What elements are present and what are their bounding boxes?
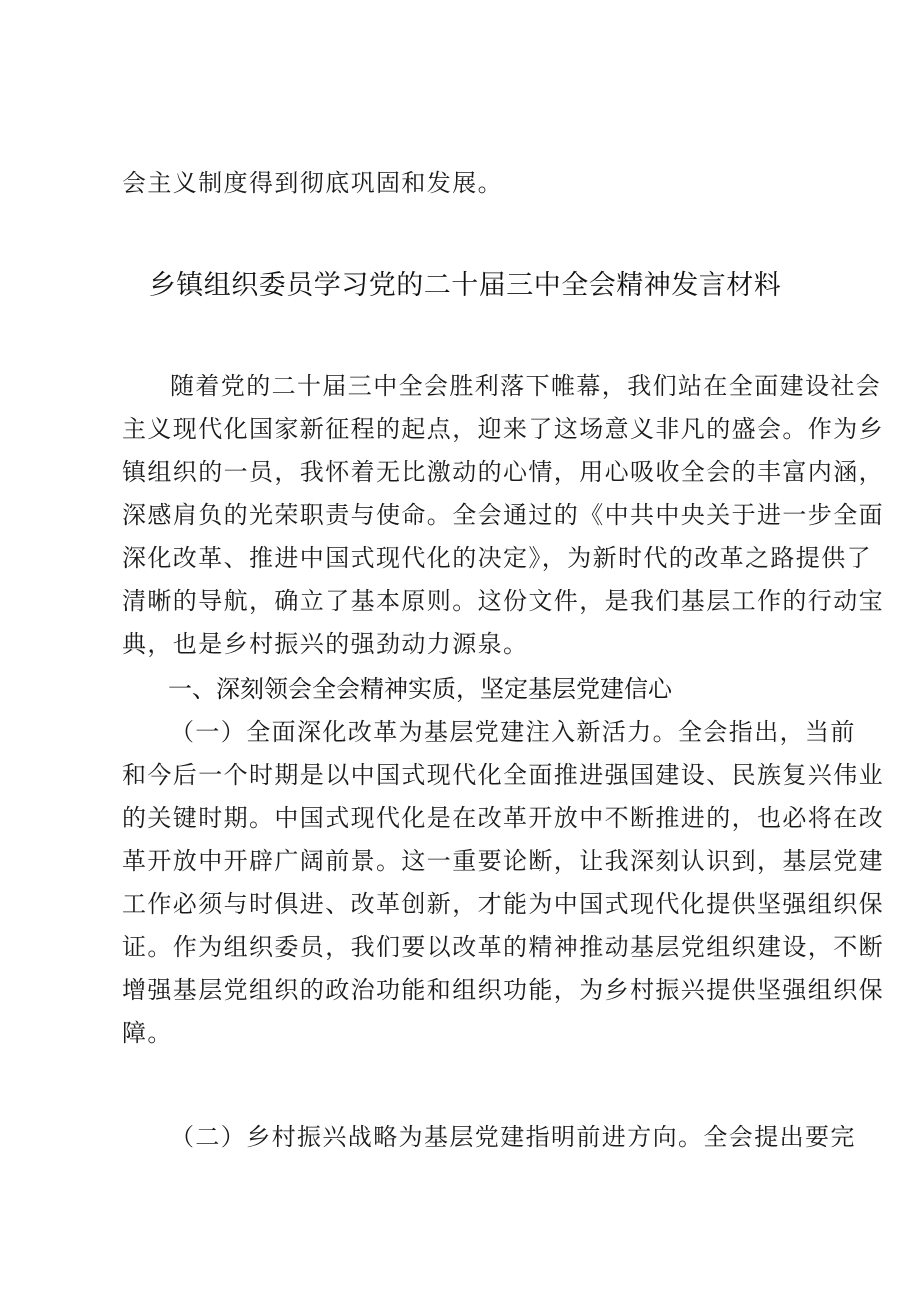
section-heading: 一、深刻领会全会精神实质，坚定基层党建信心 [168, 675, 672, 703]
paragraph-line: 工作必须与时俱进、改革创新，才能为中国式现代化提供坚强组织保 [122, 890, 884, 918]
paragraph-line: 清晰的导航，确立了基本原则。这份文件，是我们基层工作的行动宝 [122, 587, 884, 615]
paragraph-line: 证。作为组织委员，我们要以改革的精神推动基层党组织建设，不断 [122, 933, 884, 961]
paragraph-line: 深感肩负的光荣职责与使命。全会通过的《中共中央关于进一步全面 [122, 501, 884, 529]
paragraph-line: 和今后一个时期是以中国式现代化全面推进强国建设、民族复兴伟业 [122, 761, 884, 789]
paragraph-line: 的关键时期。中国式现代化是在改革开放中不断推进的，也必将在改 [122, 804, 884, 832]
continuation-text: 会主义制度得到彻底巩固和发展。 [122, 169, 503, 197]
paragraph-line: 随着党的二十届三中全会胜利落下帷幕，我们站在全面建设社会 [170, 372, 882, 400]
paragraph-line: 深化改革、推进中国式现代化的决定》，为新时代的改革之路提供了 [122, 544, 872, 572]
paragraph-line: 增强基层党组织的政治功能和组织功能，为乡村振兴提供坚强组织保 [122, 976, 884, 1004]
paragraph-line: 主义现代化国家新征程的起点，迎来了这场意义非凡的盛会。作为乡 [122, 415, 884, 443]
paragraph-line: 镇组织的一员，我怀着无比激动的心情，用心吸收全会的丰富内涵， [122, 458, 884, 486]
document-title: 乡镇组织委员学习党的二十届三中全会精神发言材料 [148, 270, 782, 301]
section-paragraph-2: （二）乡村振兴战略为基层党建指明前进方向。全会提出要完 [170, 1123, 856, 1151]
paragraph-line: （一）全面深化改革为基层党建注入新活力。全会指出，当前 [170, 718, 856, 746]
paragraph-line: 障。 [122, 1019, 173, 1047]
paragraph-line: 典，也是乡村振兴的强劲动力源泉。 [122, 630, 529, 658]
paragraph-line: 革开放中开辟广阔前景。这一重要论断，让我深刻认识到，基层党建 [122, 847, 884, 875]
